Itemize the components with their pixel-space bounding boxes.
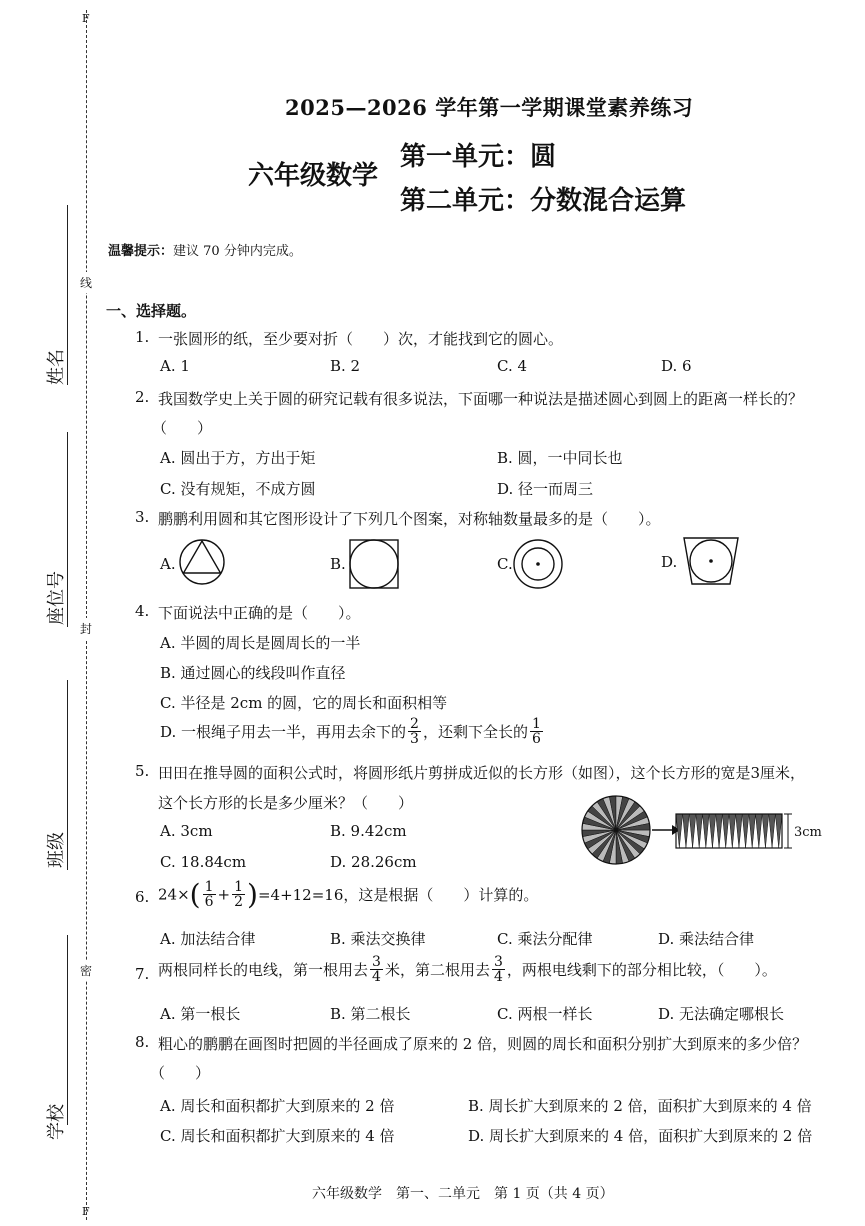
q3-option-b[interactable]: B.: [330, 555, 346, 573]
q8-text-cont: （ ）: [150, 1064, 211, 1082]
q4-option-a[interactable]: A. 半圆的周长是圆周长的一半: [160, 634, 361, 652]
q8-option-b[interactable]: B. 周长扩大到原来的 2 倍，面积扩大到原来的 4 倍: [468, 1097, 812, 1115]
rectangle-tooth: [696, 814, 703, 848]
grade-subject: 六年级数学: [248, 161, 379, 191]
q5-option-a[interactable]: A. 3cm: [160, 822, 213, 840]
q4-fraction-2-3: $\frac{2}{3}$: [410, 716, 419, 747]
q1-option-b[interactable]: B. 2: [330, 357, 361, 375]
q5-figure-circle-to-rectangle: [580, 790, 800, 874]
q6-fraction-1-6: $\frac{1}{6}$: [204, 879, 214, 910]
rectangle-tooth: [756, 814, 763, 848]
q2-text: 我国数学史上关于圆的研究记载有很多说法，下面哪一种说法是描述圆心到圆上的距离一样长的？: [158, 390, 804, 408]
q6-option-d[interactable]: D. 乘法结合律: [658, 930, 755, 948]
q4-option-c[interactable]: C. 半径是 2cm 的圆，它的周长和面积相等: [160, 694, 448, 712]
q3-figure-c-concentric-circles: [512, 538, 566, 592]
q8-num: 8.: [135, 1033, 150, 1051]
rectangle-tooth: [769, 814, 776, 848]
rectangle-tooth: [683, 814, 690, 848]
rectangle-teeth: [676, 814, 782, 848]
q4-fraction-1-6: $\frac{1}{6}$: [531, 716, 541, 747]
school-label: 学校: [46, 1104, 67, 1140]
q1-num: 1.: [135, 328, 150, 346]
q2-option-b[interactable]: B. 圆，一中同长也: [497, 449, 623, 467]
school-field-line[interactable]: [67, 935, 68, 1125]
rectangle-tooth: [775, 814, 782, 848]
rectangle-tooth: [742, 814, 749, 848]
year-title: 2025—2026 学年第一学期课堂素养练习: [285, 95, 694, 120]
bottom-mark: F: [82, 1205, 90, 1218]
q3-num: 3.: [135, 508, 150, 526]
q3-text: 鹏鹏利用圆和其它图形设计了下列几个图案，对称轴数量最多的是（ ）。: [158, 510, 661, 528]
unit1-title: 第一单元：圆: [400, 142, 557, 172]
seat-label: 座位号: [46, 571, 67, 625]
top-mark: F: [82, 12, 90, 25]
q8-text: 粗心的鹏鹏在画图时把圆的半径画成了原来的 2 倍，则圆的周长和面积分别扩大到原来的多少倍？: [158, 1035, 808, 1053]
q4-option-b[interactable]: B. 通过圆心的线段叫作直径: [160, 664, 346, 682]
q7-option-a[interactable]: A. 第一根长: [160, 1005, 241, 1023]
section-title: 一、选择题。: [106, 302, 197, 320]
q6-num: 6.: [135, 888, 150, 906]
page-footer: 六年级数学 第一、二单元 第 1 页（共 4 页）: [312, 1186, 614, 1202]
q2-num: 2.: [135, 388, 150, 406]
q8-option-c[interactable]: C. 周长和面积都扩大到原来的 4 倍: [160, 1127, 395, 1145]
q3-option-a[interactable]: A.: [160, 555, 176, 573]
q3-option-d[interactable]: D.: [661, 553, 678, 571]
q4-option-d-text-b: ，还剩下全长的: [422, 723, 528, 741]
q4-text: 下面说法中正确的是（ ）。: [158, 604, 361, 622]
q5-text-cont: 这个长方形的长是多少厘米？（ ）: [158, 794, 414, 812]
bind-seal-char: 封: [80, 618, 92, 639]
q2-option-a[interactable]: A. 圆出于方，方出于矩: [160, 449, 316, 467]
rectangle-tooth: [762, 814, 769, 848]
q3-figure-a-circle-triangle: [178, 538, 228, 588]
rectangle-tooth: [722, 814, 729, 848]
q3-figure-d-trapezoid-circle: [682, 536, 742, 588]
q2-option-c[interactable]: C. 没有规矩，不成方圆: [160, 480, 316, 498]
q5-option-b[interactable]: B. 9.42cm: [330, 822, 407, 840]
q5-num: 5.: [135, 762, 150, 780]
name-label: 姓名: [46, 349, 67, 385]
q1-option-a[interactable]: A. 1: [160, 357, 190, 375]
q7-num: 7.: [135, 965, 150, 983]
rectangle-tooth: [736, 814, 743, 848]
q1-option-d[interactable]: D. 6: [661, 357, 692, 375]
q6-option-c[interactable]: C. 乘法分配律: [497, 930, 593, 948]
q7-option-c[interactable]: C. 两根一样长: [497, 1005, 593, 1023]
tip-label: 温馨提示：: [108, 244, 174, 259]
binding-dashed-line: [86, 10, 87, 1220]
class-label: 班级: [46, 832, 67, 868]
q5-text: 田田在推导圆的面积公式时，将圆形纸片剪拼成近似的长方形（如图），这个长方形的宽是3厘米，: [158, 764, 806, 782]
rectangle-tooth: [749, 814, 756, 848]
q4-num: 4.: [135, 602, 150, 620]
q8-option-d[interactable]: D. 周长扩大到原来的 4 倍，面积扩大到原来的 2 倍: [468, 1127, 813, 1145]
q5-option-d[interactable]: D. 28.26cm: [330, 853, 417, 871]
q2-text-cont: （ ）: [152, 419, 213, 437]
q1-option-c[interactable]: C. 4: [497, 357, 528, 375]
bind-line-char: 线: [80, 272, 92, 293]
q7-fraction-3-4-b: $\frac{3}{4}$: [493, 954, 503, 985]
circle-sectors: [582, 796, 650, 864]
rectangle-tooth: [729, 814, 736, 848]
rectangle-tooth: [716, 814, 723, 848]
q3-option-c[interactable]: C.: [497, 555, 513, 573]
q6-fraction-1-2: $\frac{1}{2}$: [234, 879, 244, 910]
rectangle-tooth: [703, 814, 710, 848]
q7-fraction-3-4-a: $\frac{3}{4}$: [372, 954, 381, 985]
q6-option-b[interactable]: B. 乘法交换律: [330, 930, 426, 948]
q6-option-a[interactable]: A. 加法结合律: [160, 930, 256, 948]
q5-option-c[interactable]: C. 18.84cm: [160, 853, 247, 871]
bind-close-char: 密: [80, 960, 92, 981]
tip-text: 建议 70 分钟内完成。: [173, 244, 302, 259]
rectangle-tooth: [689, 814, 696, 848]
q7-option-d[interactable]: D. 无法确定哪根长: [658, 1005, 785, 1023]
q1-text: 一张圆形的纸，至少要对折（ ）次，才能找到它的圆心。: [158, 330, 564, 348]
unit2-title: 第二单元：分数混合运算: [400, 186, 687, 216]
q7-text: 两根同样长的电线，第一根用去 $\frac{3}{4}$ 米，第二根用去 $\frac{3}{4}$ ，两根电线剩下的部分相比较，（ ）。: [158, 954, 777, 985]
q4-option-d-text-a: D. 一根绳子用去一半，再用去余下的: [160, 723, 407, 741]
q8-option-a[interactable]: A. 周长和面积都扩大到原来的 2 倍: [160, 1097, 395, 1115]
rectangle-tooth: [709, 814, 716, 848]
tip: [108, 240, 302, 259]
q3-figure-b-square-circle: [348, 538, 402, 592]
q4-option-d[interactable]: [160, 717, 545, 746]
q2-option-d[interactable]: D. 径一而周三: [497, 480, 594, 498]
q5-width-label: 3cm: [794, 825, 822, 840]
q7-option-b[interactable]: B. 第二根长: [330, 1005, 411, 1023]
q6-text: 24×( $\frac{1}{6}$ + $\frac{1}{2}$ )=4+12=16，这是根据（ ）计算的。: [158, 878, 539, 911]
